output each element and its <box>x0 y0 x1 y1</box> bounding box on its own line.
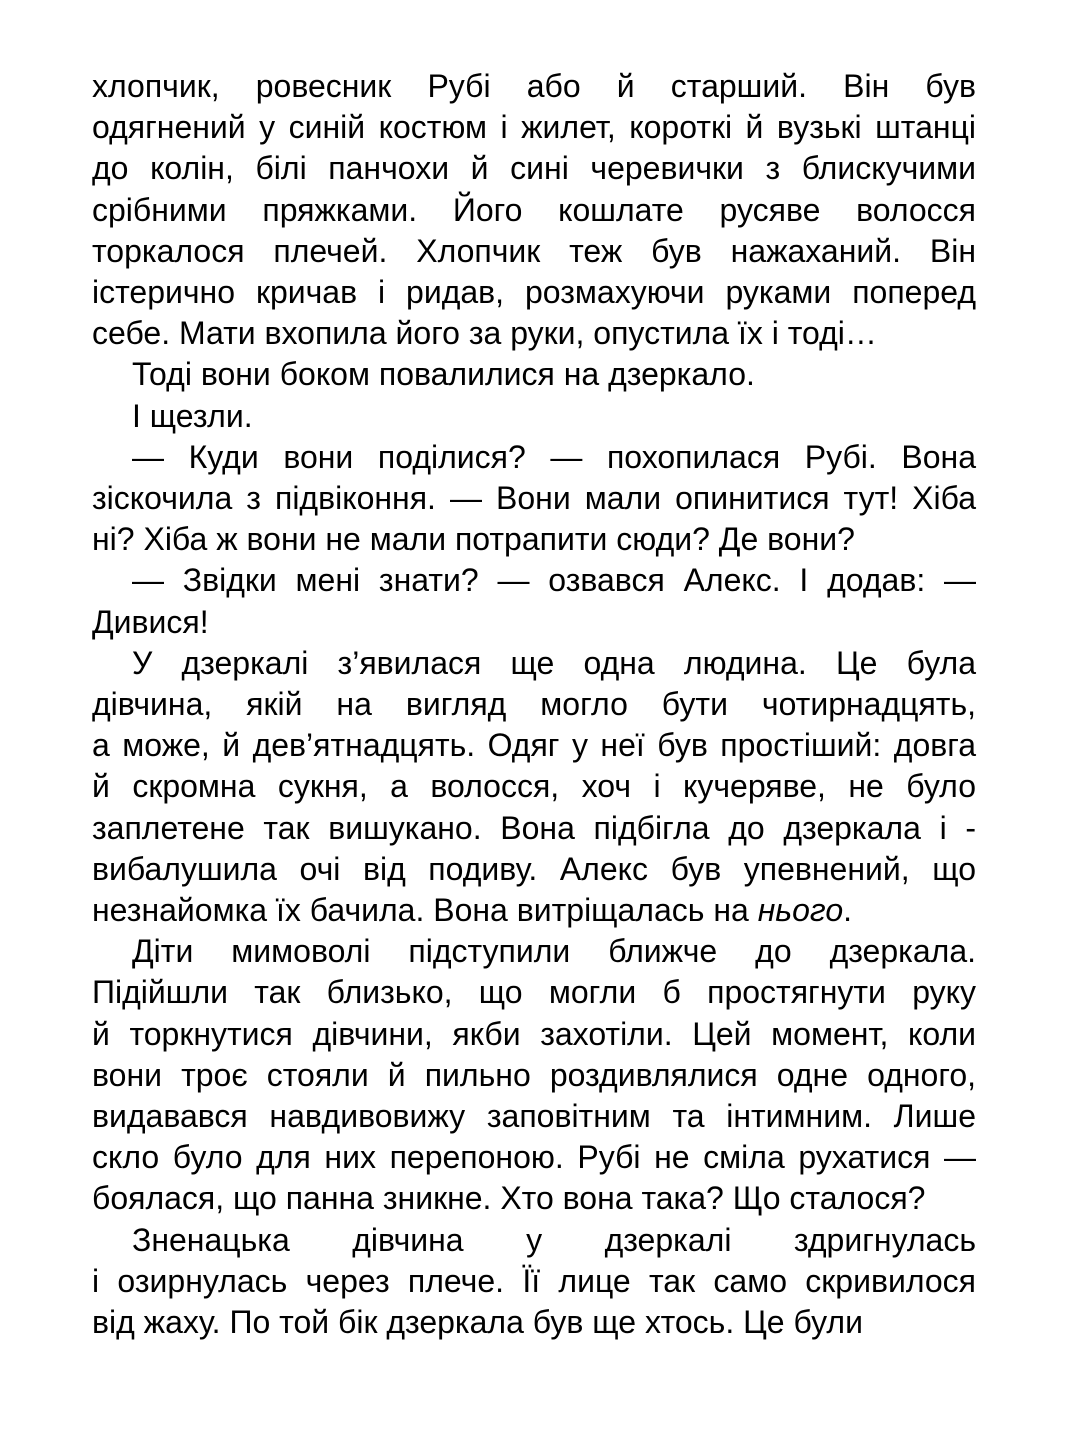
text-line: торкалося плечей. Хлопчик теж був нажаханий. Він <box>92 232 976 269</box>
paragraph <box>92 354 976 395</box>
text-block <box>92 66 976 1343</box>
text-line: істерично кричав і ридав, розмахуючи руками поперед <box>92 274 976 311</box>
text-line: І щезли. <box>132 397 253 434</box>
text-line: зіскочила з підвіконня. — Вони мали опинитися тут! Хіба <box>92 480 976 517</box>
text-line: ні? Хіба ж вони не мали потрапити сюди? Де вони? <box>92 521 855 558</box>
paragraph <box>92 560 976 642</box>
text-line: Тоді вони боком повалилися на дзеркало. <box>132 356 755 393</box>
text-line: незнайомка їх бачила. Вона витріщалась на нього. <box>92 892 853 929</box>
text-line: до колін, білі панчохи й сині черевички з блискучими <box>92 150 976 187</box>
text-line: хлопчик, ровесник Рубі або й старший. Він був <box>92 68 976 104</box>
text-line: й торкнутися дівчини, якби захотіли. Цей момент, коли <box>92 1015 976 1052</box>
paragraph <box>92 1220 976 1344</box>
text-line: Підійшли так близько, що могли б простягнути руку <box>92 974 976 1011</box>
paragraph <box>92 931 976 1219</box>
paragraph <box>92 437 976 561</box>
text-line: Діти мимоволі підступили ближче до дзеркала. <box>132 933 976 970</box>
text-line: а може, й дев’ятнадцять. Одяг у неї був простіший: довга <box>92 727 976 764</box>
paragraph <box>92 66 976 354</box>
text-line: від жаху. По той бік дзеркала був ще хтось. Це були <box>92 1304 863 1341</box>
text-line: вони троє стояли й пильно роздивлялися одне одного, <box>92 1056 976 1093</box>
text-line: срібними пряжками. Його кошлате русяве волосся <box>92 191 976 228</box>
text-line: одягнений у синій костюм і жилет, короткі й вузькі штанці <box>92 109 976 146</box>
paragraph <box>92 643 976 931</box>
text-line: заплетене так вишукано. Вона підбігла до дзеркала і - <box>92 809 976 846</box>
paragraph <box>92 396 976 437</box>
text-line: вибалушила очі від подиву. Алекс був упевнений, що <box>92 850 976 887</box>
text-line: й скромна сукня, а волосся, хоч і кучеряве, не було <box>92 768 976 805</box>
text-line: У дзеркалі з’явилася ще одна людина. Це була <box>132 644 976 681</box>
text-line: — Звідки мені знати? — озвався Алекс. І додав: — <box>132 562 976 599</box>
text-line: видавався навдивовижу заповітним та інтимним. Лише <box>92 1098 976 1135</box>
text-line: Зненацька дівчина у дзеркалі здригнулась <box>132 1221 976 1258</box>
text-line: скло було для них перепоною. Рубі не сміла рухатися — <box>92 1139 976 1176</box>
text-line: Дивися! <box>92 603 209 640</box>
text-line: і озирнулась через плече. Її лице так само скривилося <box>92 1262 976 1299</box>
text-line: — Куди вони поділися? — похопилася Рубі. Вона <box>132 438 976 475</box>
text-line: себе. Мати вхопила його за руки, опустила їх і тоді… <box>92 315 877 352</box>
text-line: дівчина, якій на вигляд могло бути чотирнадцять, <box>92 686 976 723</box>
text-line: боялася, що панна зникне. Хто вона така? Що сталося? <box>92 1180 926 1217</box>
